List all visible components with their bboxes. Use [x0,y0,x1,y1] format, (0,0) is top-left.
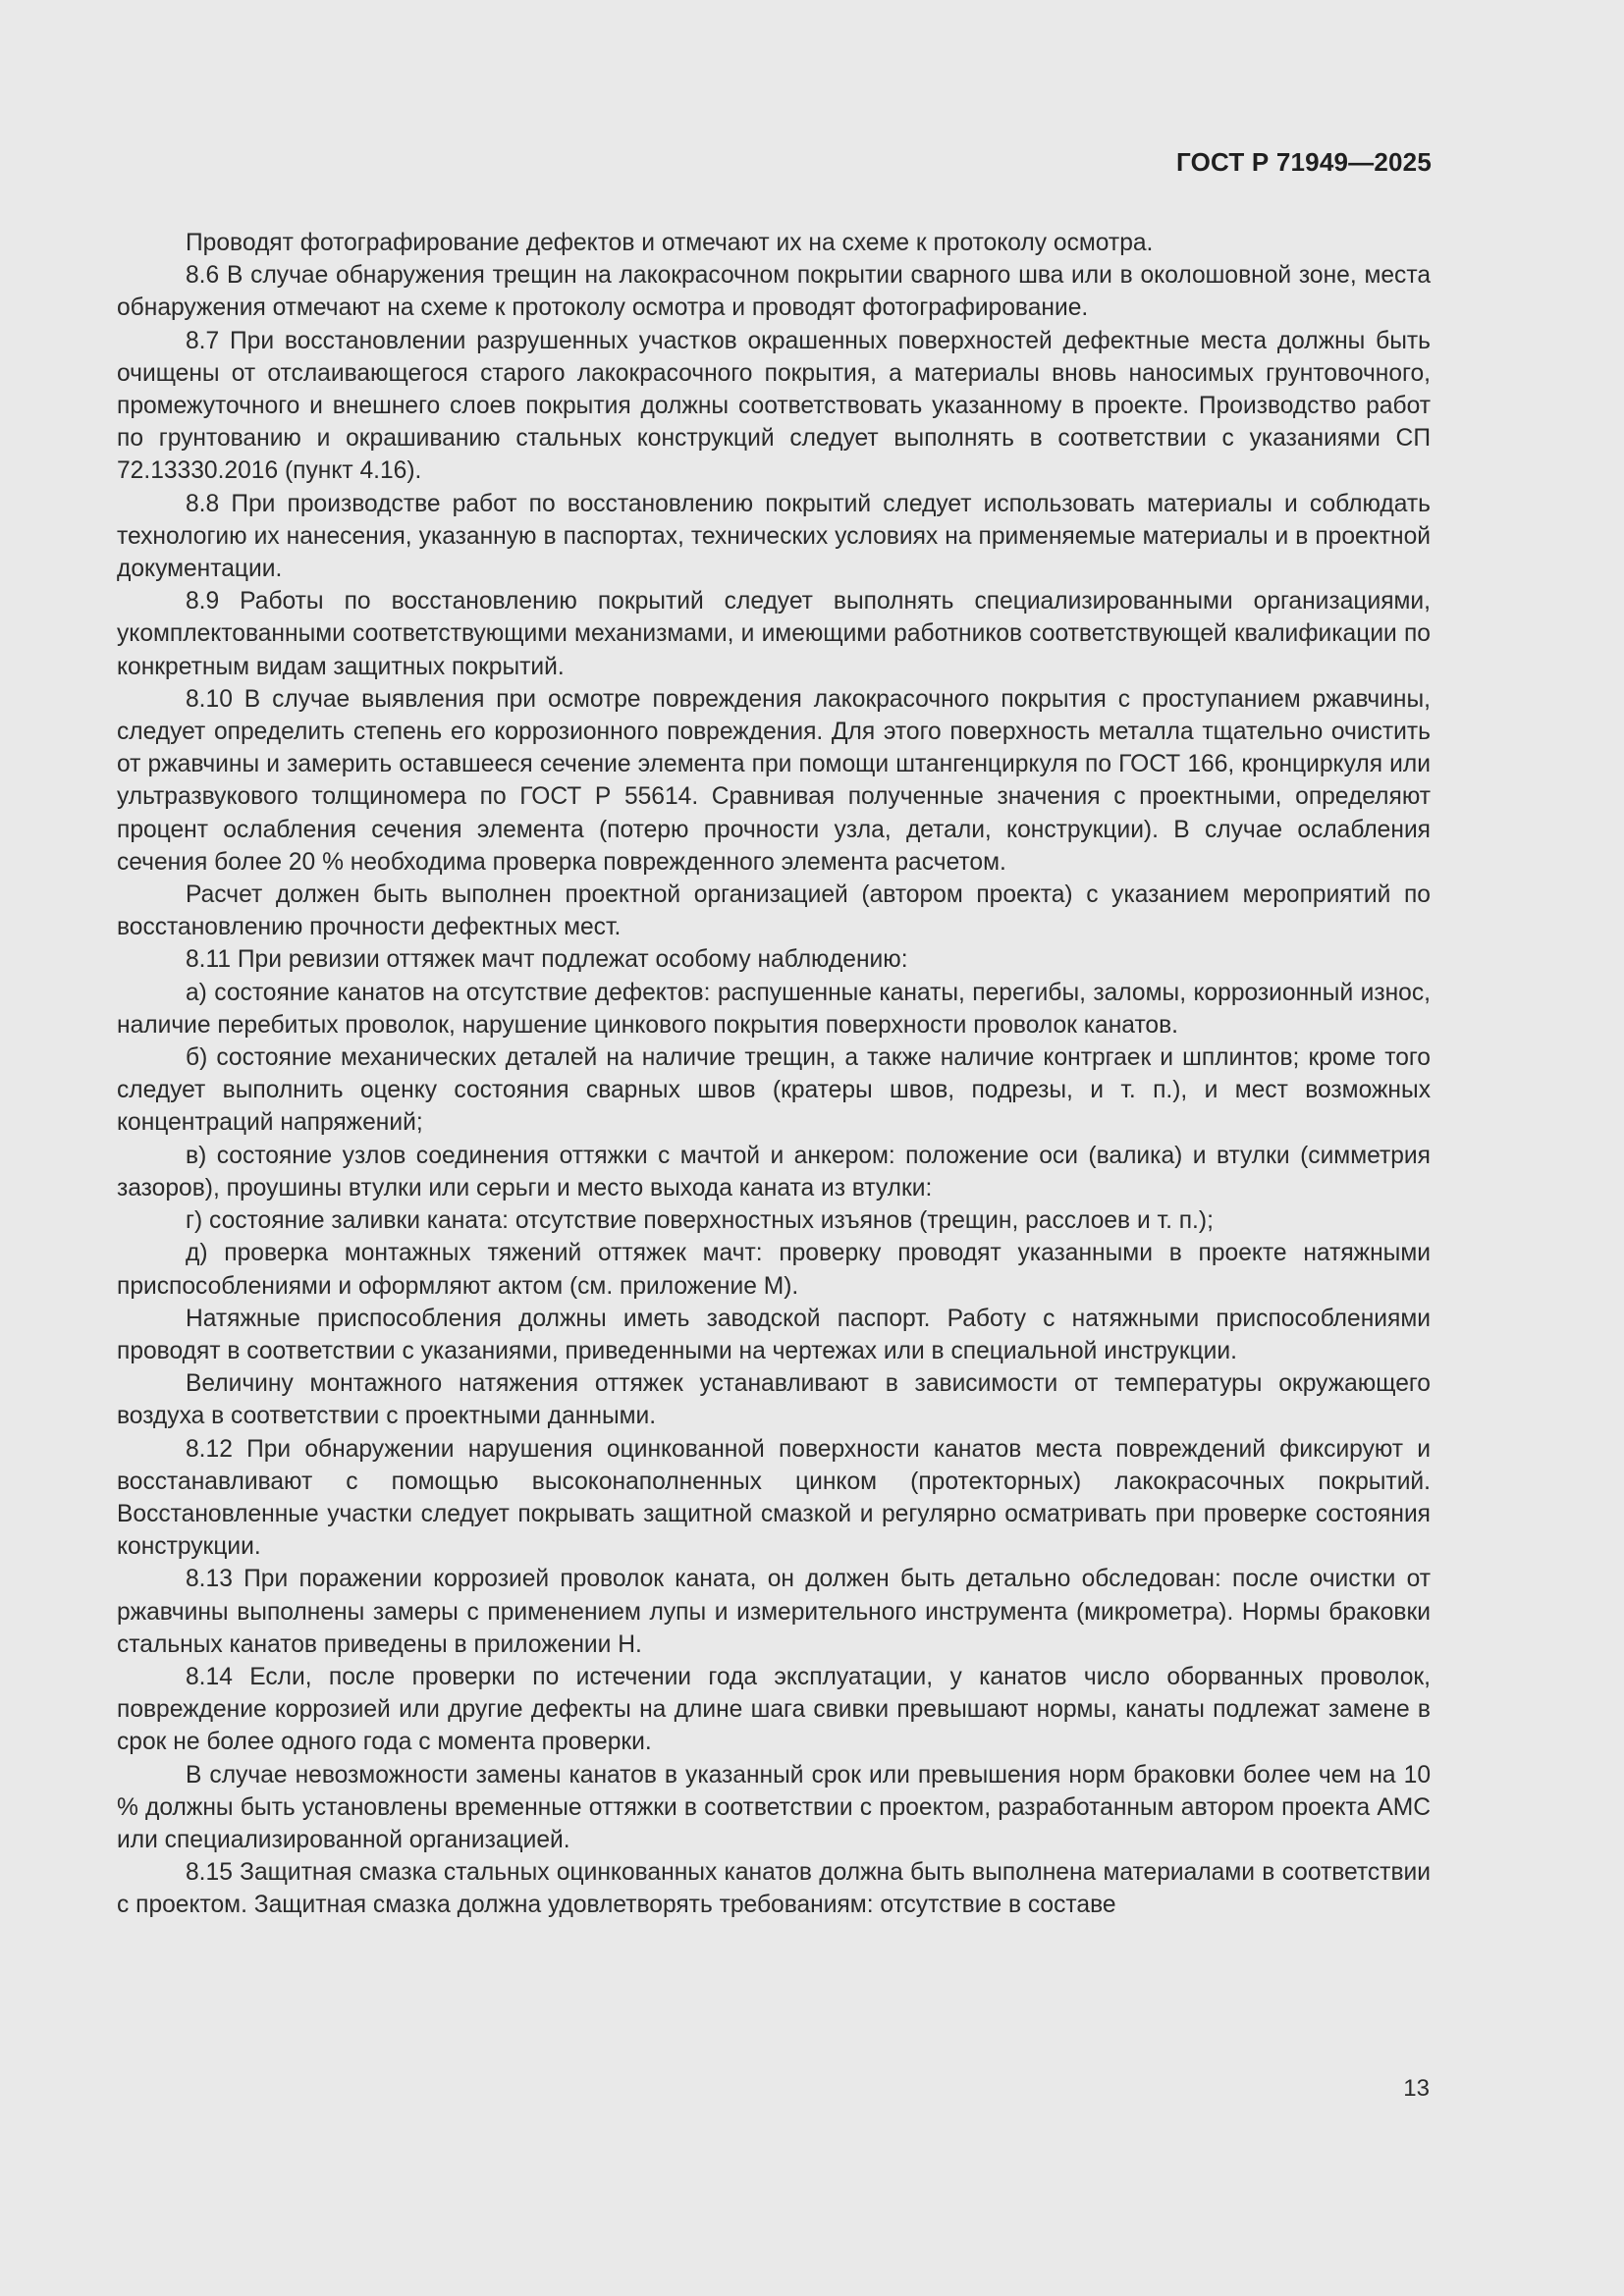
paragraph: 8.7 При восстановлении разрушенных участков окрашенных поверхностей дефектные места должны быть очищены от отслаивающегося старого лакокрасочного покрытия, а материалы вновь наносимых грунтовочного, промежуточного и внешнего слоев покрытия должны соответствовать указанному в проекте. Производство работ по грунтованию и окрашиванию стальных конструкций следует выполнять в соответствии с указаниями СП 72.13330.2016 (пункт 4.16). [117,327,1431,485]
paragraph: 8.12 При обнаружении нарушения оцинкованной поверхности канатов места повреждений фиксируют и восстанавливают с помощью высоконаполненных цинком (протекторных) лакокрасочных покрытий. Восстановленные участки следует покрывать защитной смазкой и регулярно осматривать при проверке состояния конструкции. [117,1435,1431,1561]
paragraph: 8.13 При поражении коррозией проволок каната, он должен быть детально обследован: после очистки от ржавчины выполнены замеры с применением лупы и измерительного инструмента (микрометра). Нормы браковки стальных канатов приведены в приложении Н. [117,1566,1431,1658]
paragraph: 8.9 Работы по восстановлению покрытий следует выполнять специализированными организациями, укомплектованными соответствующими механизмами, и имеющими работников соответствующей квалификации по конкретным видам защитных покрытий. [117,588,1431,680]
paragraph: Расчет должен быть выполнен проектной организацией (автором проекта) с указанием мероприятий по восстановлению прочности дефектных мест. [117,881,1431,941]
list-item: б) состояние механических деталей на наличие трещин, а также наличие контргаек и шплинтов; кроме того следует выполнить оценку состояния сварных швов (кратеры швов, подрезы, и т. п.), и мест возможных концентраций напряжений; [117,1044,1431,1137]
paragraph: Величину монтажного натяжения оттяжек устанавливают в зависимости от температуры окружающего воздуха в соответствии с проектными данными. [117,1370,1431,1430]
document-code-header: ГОСТ Р 71949—2025 [1176,147,1432,177]
paragraph: 8.6 В случае обнаружения трещин на лакокрасочном покрытии сварного шва или в околошовной зоне, места обнаружения отмечают на схеме к протоколу осмотра и проводят фотографирование. [117,262,1431,322]
paragraph: 8.10 В случае выявления при осмотре повреждения лакокрасочного покрытия с проступанием ржавчины, следует определить степень его коррозионного повреждения. Для этого поверхность металла тщательно очистить от ржавчины и замерить оставшееся сечение элемента при помощи штангенциркуля по ГОСТ 166, кронциркуля или ультразвукового толщиномера по ГОСТ Р 55614. Сравнивая полученные значения с проектными, определяют процент ослабления сечения элемента (потерю прочности узла, детали, конструкции). В случае ослабления сечения более 20 % необходима проверка поврежденного элемента расчетом. [117,685,1431,876]
paragraph: 8.14 Если, после проверки по истечении года эксплуатации, у канатов число оборванных проволок, повреждение коррозией или другие дефекты на длине шага свивки превышают нормы, канаты подлежат замене в срок не более одного года с момента проверки. [117,1663,1431,1756]
list-item: а) состояние канатов на отсутствие дефектов: распушенные канаты, перегибы, заломы, коррозионный износ, наличие перебитых проволок, нарушение цинкового покрытия поверхности проволок канатов. [117,979,1431,1039]
paragraph: 8.15 Защитная смазка стальных оцинкованных канатов должна быть выполнена материалами в соответствии с проектом. Защитная смазка должна удовлетворять требованиям: отсутствие в составе [117,1859,1431,1919]
page-number: 13 [1403,2075,1430,2102]
paragraph: 8.11 При ревизии оттяжек мачт подлежат особому наблюдению: [186,946,908,974]
list-item: г) состояние заливки каната: отсутствие поверхностных изъянов (трещин, расслоев и т. п.); [186,1207,1214,1235]
document-body [117,227,1431,1922]
paragraph: 8.8 При производстве работ по восстановлению покрытий следует использовать материалы и соблюдать технологию их нанесения, указанную в паспортах, технических условиях на применяемые материалы и в проектной документации. [117,490,1431,583]
list-item: д) проверка монтажных тяжений оттяжек мачт: проверку проводят указанными в проекте натяжными приспособлениями и оформляют актом (см. приложение М). [117,1240,1431,1300]
paragraph: Натяжные приспособления должны иметь заводской паспорт. Работу с натяжными приспособлениями проводят в соответствии с указаниями, приведенными на чертежах или в специальной инструкции. [117,1305,1431,1364]
paragraph: Проводят фотографирование дефектов и отмечают их на схеме к протоколу осмотра. [186,230,1154,256]
paragraph: В случае невозможности замены канатов в указанный срок или превышения норм браковки более чем на 10 % должны быть установлены временные оттяжки в соответствии с проектом, разработанным автором проекта АМС или специализированной организацией. [117,1761,1431,1853]
list-item: в) состояние узлов соединения оттяжки с мачтой и анкером: положение оси (валика) и втулки (симметрия зазоров), проушины втулки или серьги и место выхода каната из втулки: [117,1142,1431,1201]
